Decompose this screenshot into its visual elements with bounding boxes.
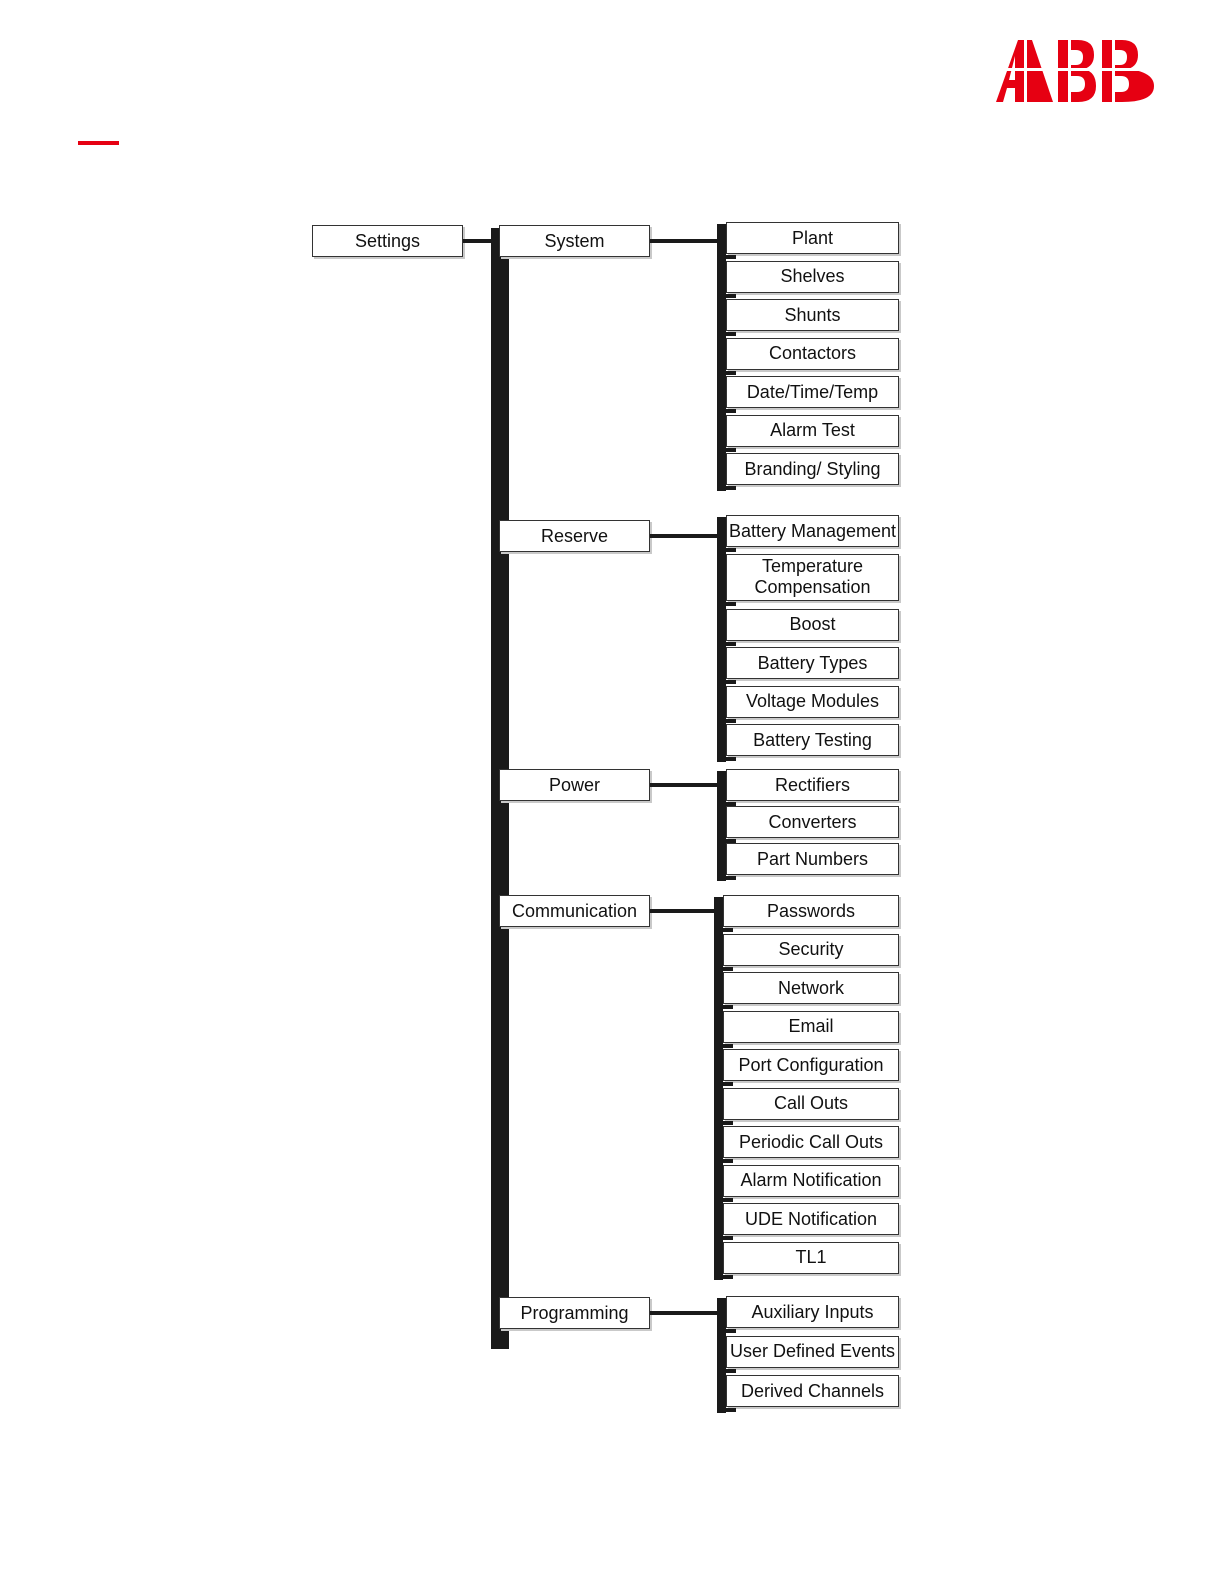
item-user-defined-events: User Defined Events [726,1336,899,1368]
tick-user-defined-events [726,1369,736,1373]
child-bar-system [717,224,726,491]
connector-communication [650,909,714,913]
tick-auxiliary-inputs [726,1329,736,1333]
tick-periodic-call-outs [723,1159,733,1163]
child-bar-communication [714,897,723,1280]
category-communication: Communication [499,895,650,927]
category-system: System [499,225,650,257]
item-battery-types: Battery Types [726,647,899,679]
item-battery-management: Battery Management [726,515,899,547]
tick-contactors [726,371,736,375]
tick-shelves [726,294,736,298]
tick-boost [726,642,736,646]
item-battery-testing: Battery Testing [726,724,899,756]
tick-alarm-test [726,448,736,452]
tick-plant [726,255,736,259]
tick-alarm-notification [723,1198,733,1202]
tick-call-outs [723,1121,733,1125]
category-reserve: Reserve [499,520,650,552]
item-periodic-call-outs: Periodic Call Outs [723,1126,899,1158]
child-bar-programming [717,1298,726,1413]
tick-temperature-compensation [726,602,736,606]
item-auxiliary-inputs: Auxiliary Inputs [726,1296,899,1328]
item-contactors: Contactors [726,338,899,370]
tick-passwords [723,928,733,932]
item-tl1: TL1 [723,1242,899,1274]
item-boost: Boost [726,609,899,641]
connector-programming [650,1311,717,1315]
tick-voltage-modules [726,719,736,723]
category-programming: Programming [499,1297,650,1329]
item-alarm-test: Alarm Test [726,415,899,447]
connector-power [650,783,717,787]
item-port-configuration: Port Configuration [723,1049,899,1081]
tick-battery-management [726,548,736,552]
item-email: Email [723,1011,899,1043]
item-branding-styling: Branding/ Styling [726,453,899,485]
item-alarm-notification: Alarm Notification [723,1165,899,1197]
tick-network [723,1005,733,1009]
item-rectifiers: Rectifiers [726,769,899,801]
item-network: Network [723,972,899,1004]
tick-derived-channels [726,1408,736,1412]
tick-port-configuration [723,1082,733,1086]
item-derived-channels: Derived Channels [726,1375,899,1407]
item-ude-notification: UDE Notification [723,1203,899,1235]
tick-battery-types [726,680,736,684]
category-power: Power [499,769,650,801]
settings-node: Settings [312,225,463,257]
item-security: Security [723,934,899,966]
item-temperature-compensation: Temperature Compensation [726,554,899,601]
tick-email [723,1044,733,1048]
item-voltage-modules: Voltage Modules [726,686,899,718]
tick-ude-notification [723,1236,733,1240]
item-shunts: Shunts [726,299,899,331]
tick-part-numbers [726,876,736,880]
connector-reserve [650,534,717,538]
tick-date-time-temp [726,409,736,413]
item-converters: Converters [726,806,899,838]
tick-branding-styling [726,486,736,490]
tick-battery-testing [726,757,736,761]
tick-shunts [726,332,736,336]
item-plant: Plant [726,222,899,254]
item-shelves: Shelves [726,261,899,293]
child-bar-power [717,771,726,881]
item-part-numbers: Part Numbers [726,843,899,875]
child-bar-reserve [717,517,726,762]
connector-system [650,239,717,243]
item-date-time-temp: Date/Time/Temp [726,376,899,408]
tick-tl1 [723,1275,733,1279]
item-passwords: Passwords [723,895,899,927]
item-call-outs: Call Outs [723,1088,899,1120]
tick-security [723,967,733,971]
